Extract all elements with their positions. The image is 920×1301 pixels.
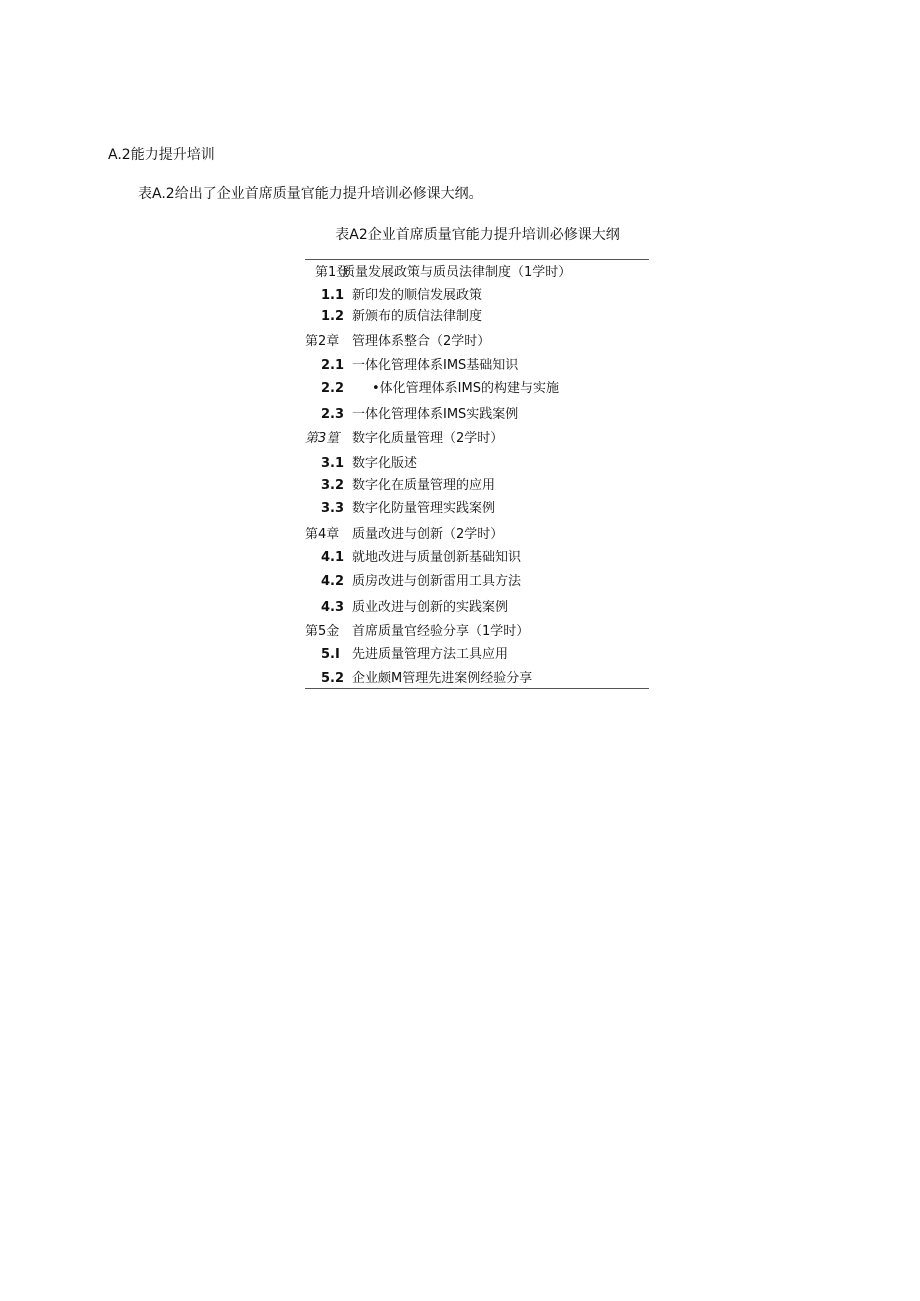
sub-title: 质业改进与创新的实践案例 [352, 600, 509, 615]
chapter-title: 质量发展政策与质员法律制度（1学时） [342, 265, 572, 280]
sub-number: 3.1 [321, 456, 345, 471]
section-heading: A.2能力提升培训 [108, 147, 215, 163]
sub-title: 一体化管理体系IMS基础知识 [352, 358, 519, 373]
sub-number: 2.2 [321, 381, 345, 396]
chapter-title: 管理体系整合（2学时） [352, 334, 491, 349]
chapter-number: 第1登 [315, 265, 350, 280]
sub-number: 1.1 [321, 288, 345, 303]
sub-title: 数字化在质量管理的应用 [352, 478, 496, 493]
chapter-number: 第5金 [305, 624, 340, 639]
sub-title: 就地改进与质量创新基础知识 [352, 550, 522, 565]
sub-number: 5.I [321, 647, 340, 662]
sub-number: 2.1 [321, 358, 345, 373]
sub-title: 质房改进与创新雷用工具方法 [352, 574, 522, 589]
sub-number: 4.2 [321, 574, 345, 589]
chapter-title: 数字化质量管理（2学时） [352, 431, 504, 446]
chapter-title: 首席质量官经验分享（1学时） [352, 624, 530, 639]
intro-text: 表A.2给出了企业首席质量官能力提升培训必修课大纲。 [138, 186, 483, 202]
table-bottom-rule [305, 688, 649, 689]
sub-title: 企业颇M管理先进案例经验分享 [352, 671, 533, 686]
chapter-number: 第3篁 [305, 431, 340, 446]
sub-title: 一体化管理体系IMS实践案例 [352, 407, 519, 422]
table-top-rule [305, 259, 649, 260]
sub-title: 先进质量管理方法工具应用 [352, 647, 509, 662]
sub-title: 数字化版述 [352, 456, 418, 471]
chapter-number: 第4章 [305, 527, 340, 542]
sub-number: 2.3 [321, 407, 345, 422]
table-caption: 表A2企业首席质量官能力提升培训必修课大纲 [335, 227, 620, 243]
sub-number: 3.3 [321, 501, 345, 516]
sub-number: 3.2 [321, 478, 345, 493]
sub-title: 新印发的顺信发展政策 [352, 288, 483, 303]
chapter-title: 质量改进与创新（2学时） [352, 527, 504, 542]
chapter-number: 第2章 [305, 334, 340, 349]
sub-number: 4.3 [321, 600, 345, 615]
sub-title: 新颁布的质信法律制度 [352, 309, 483, 324]
sub-number: 1.2 [321, 309, 345, 324]
sub-title: •体化管理体系IMS的构建与实施 [372, 381, 559, 396]
sub-number: 4.1 [321, 550, 345, 565]
sub-number: 5.2 [321, 671, 345, 686]
sub-title: 数字化防量管理实践案例 [352, 501, 496, 516]
